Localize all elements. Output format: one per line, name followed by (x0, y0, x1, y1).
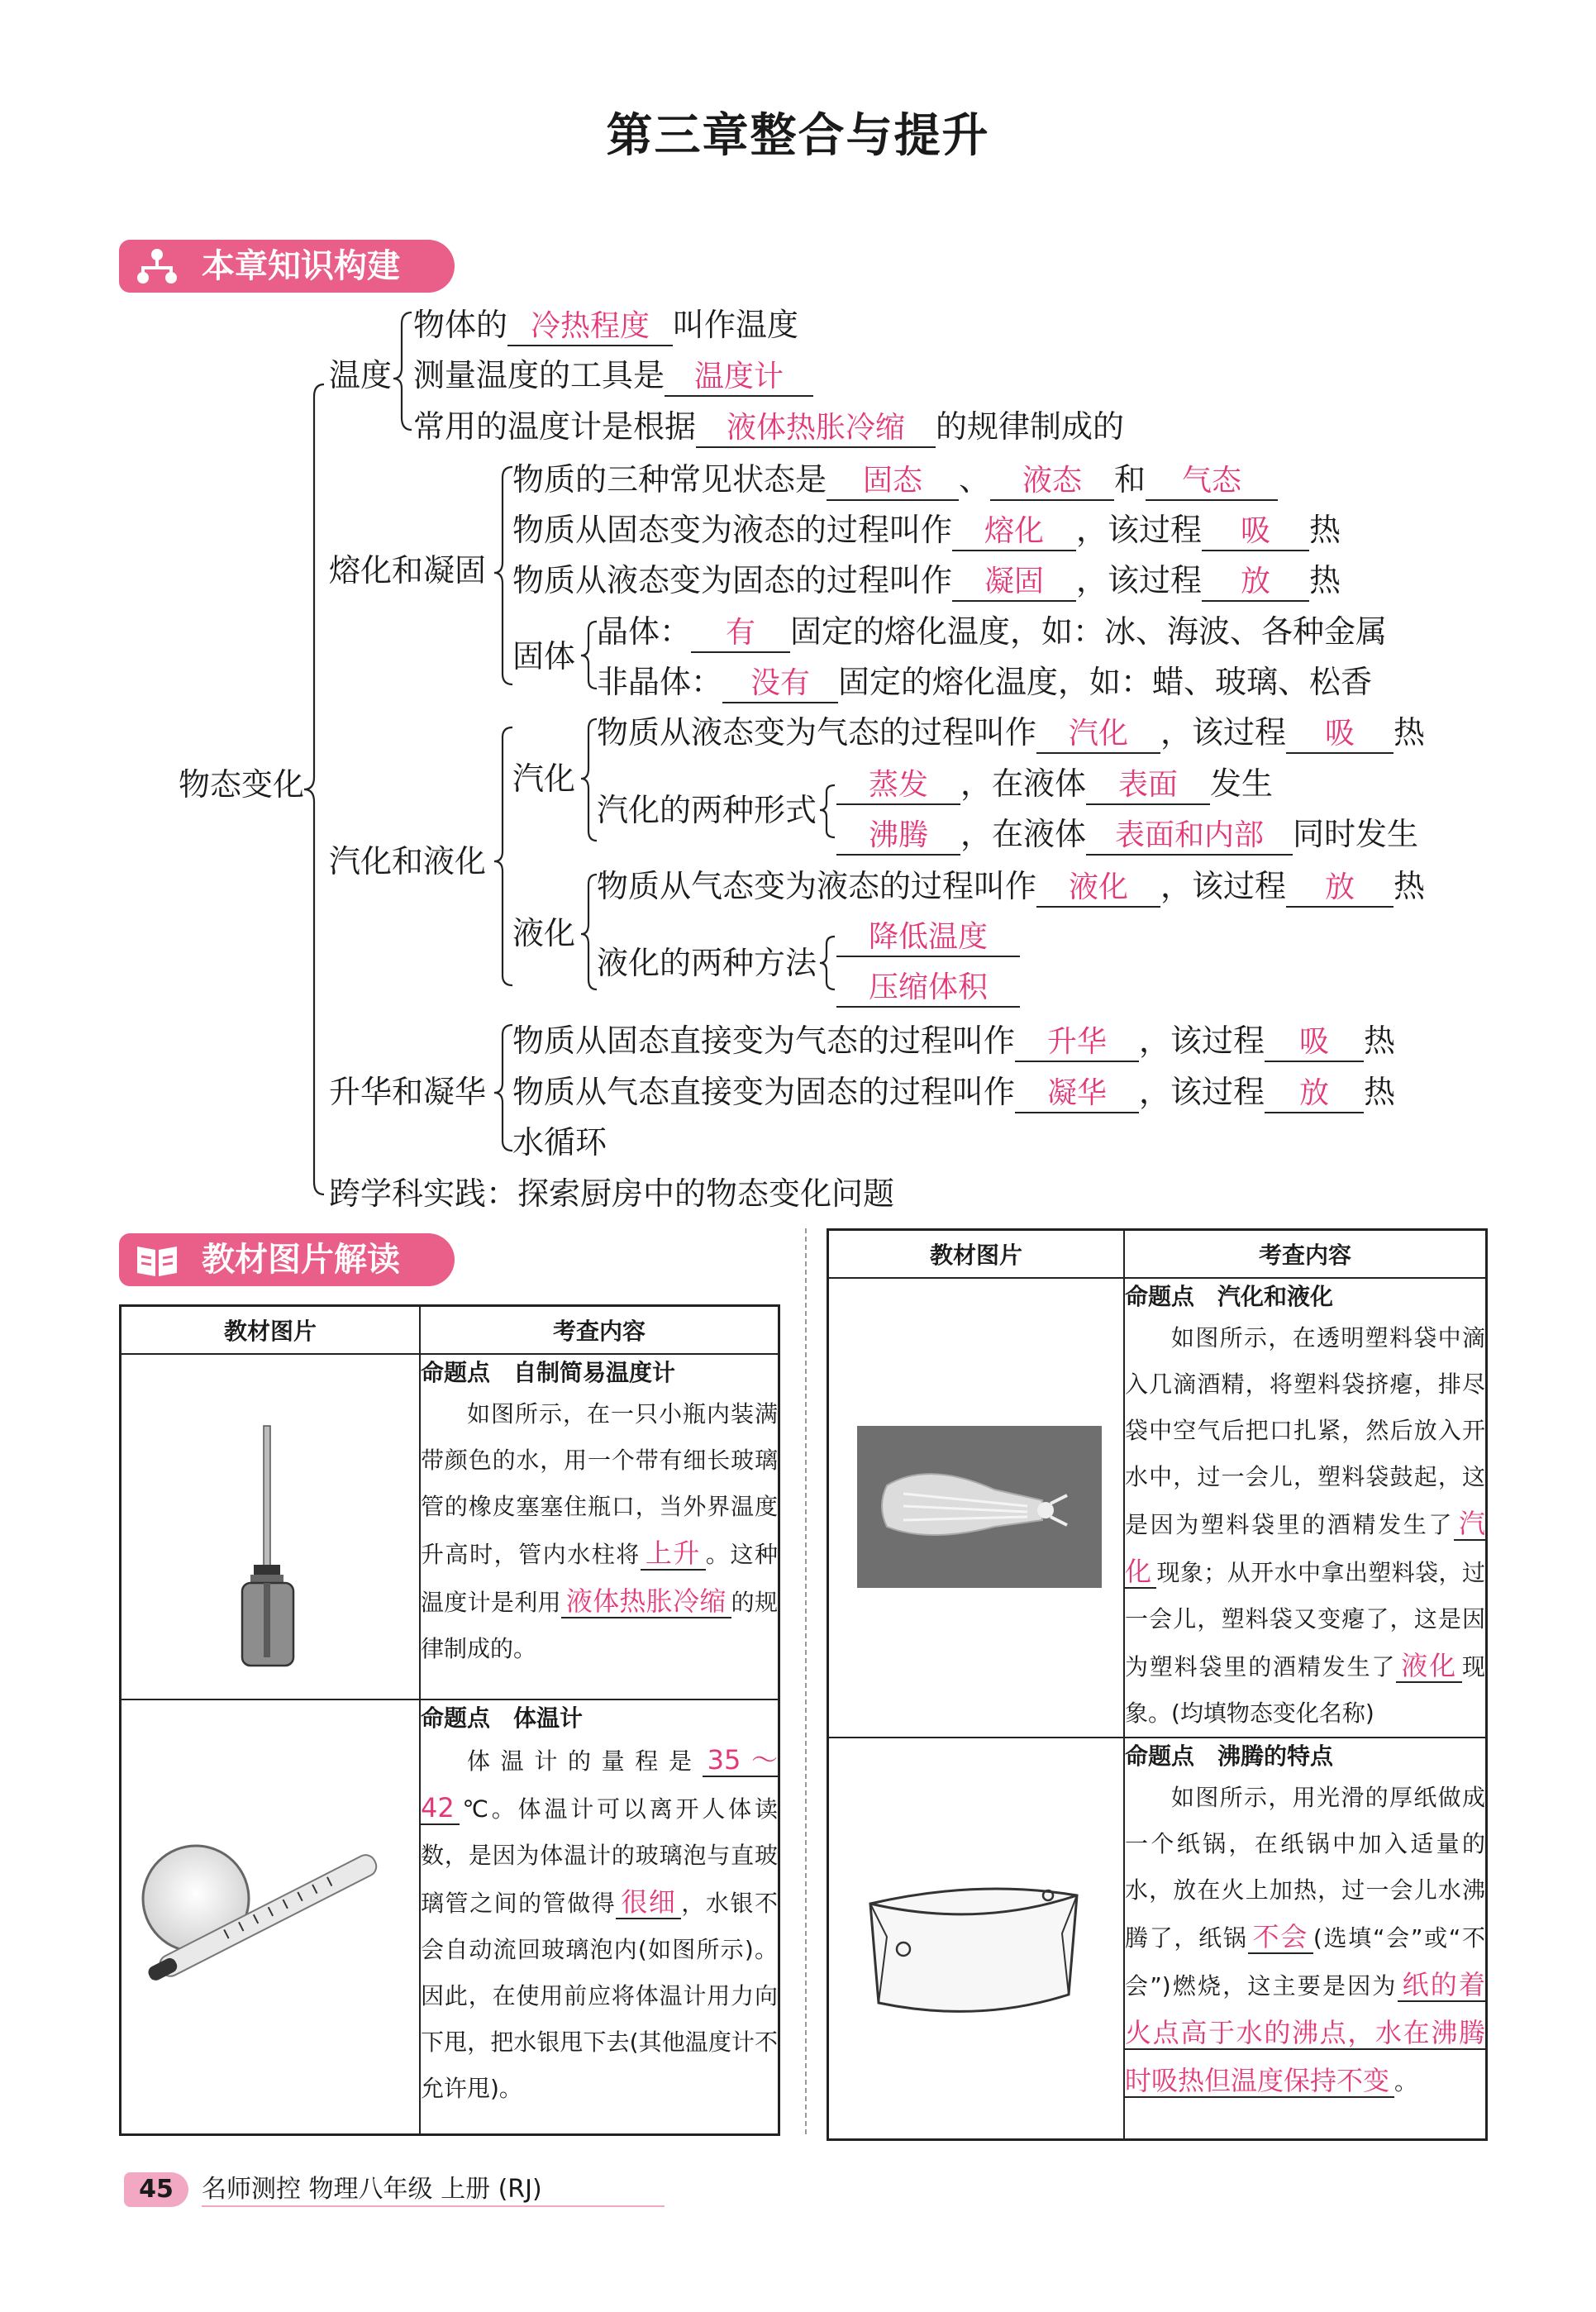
col-header-figure: 教材图片 (828, 1230, 1125, 1279)
card-title: 命题点 自制简易温度计 (421, 1359, 676, 1386)
footer-rule (202, 2205, 665, 2207)
shenghua-line1: 物质从固态直接变为气态的过程叫作 升华 ，该过程 吸 热 (512, 1021, 1395, 1062)
figure-cell-thermometer-bottle (121, 1354, 421, 1699)
paper-pot-image (829, 1738, 1120, 2135)
figure-cell-paper-pot (828, 1738, 1125, 2140)
footer-text: 名师测控 物理八年级 上册 (RJ) (202, 2175, 542, 2204)
section-title: 本章知识构建 (202, 247, 400, 285)
shenghua-line3: 水循环 (512, 1124, 607, 1161)
node-ronghua: 熔化和凝固 (329, 552, 487, 589)
figure-cell-plastic-bag (828, 1278, 1125, 1738)
node-shenghua: 升华和凝华 (329, 1074, 487, 1110)
figures-table-left (119, 1304, 780, 2136)
card-title: 命题点 沸腾的特点 (1125, 1742, 1334, 1770)
col-header-figure: 教材图片 (121, 1306, 421, 1355)
node-yehua: 液化 (512, 915, 576, 951)
section-banner-figures (119, 1233, 455, 1286)
yehua-line1: 物质从气态变为液态的过程叫作 液化 ，该过程 放 热 (597, 866, 1425, 908)
ronghua-line2: 物质从固态变为液态的过程叫作 熔化 ，该过程 吸 热 (512, 510, 1341, 551)
content-cell-thermometer: 命题点 自制简易温度计 如图所示，在一只小瓶内装满带颜色的水，用一个带有细长玻璃管的橡皮塞塞住瓶口，当外界温度升高时，管内水柱将 上升 。这种温度计是利用 液体热胀冷缩 的规律制成的。 (420, 1354, 779, 1699)
tree-root: 物态变化 (179, 766, 305, 803)
node-wendu: 温度 (329, 357, 393, 393)
content-cell-plastic-bag: 命题点 汽化和液化 如图所示，在透明塑料袋中滴入几滴酒精，将塑料袋挤瘪，排尽袋中空气后把口扎紧，然后放入开水中，过一会儿，塑料袋鼓起，这是因为塑料袋里的酒精发生了 汽化 现象；从开水中拿出塑料袋，过一会儿，塑料袋又变瘪了，这是因为塑料袋里的酒精发生了 液化 现象。(均填物态变化名称) (1124, 1278, 1487, 1738)
kuaxueke-line: 跨学科实践：探索厨房中的物态变化问题 (329, 1175, 895, 1212)
wendu-line3: 常用的温度计是根据 液体热胀冷缩 的规律制成的 (413, 407, 1124, 448)
node-qihua: 汽化 (512, 760, 576, 797)
figure-cell-clinical-thermometer (121, 1699, 421, 2135)
qihua-line1: 物质从液态变为气态的过程叫作 汽化 ，该过程 吸 热 (597, 713, 1425, 754)
page-title: 第三章整合与提升 (606, 108, 990, 163)
figures-table-right (827, 1228, 1488, 2141)
content-cell-clinical: 命题点 体温计 体温计的量程是 35～42 ℃。体温计可以离开人体读数，是因为体温计的玻璃泡与直玻璃管之间的管做得 很细 ，水银不会自动流回玻璃泡内(如图所示)。因此，在使用前应将体温计用力向下甩，把水银甩下去(其他温度计不允许甩)。 (420, 1699, 779, 2135)
card-title: 命题点 体温计 (421, 1704, 584, 1732)
bottle-thermometer-image (121, 1355, 416, 1695)
page-number: 45 (124, 2172, 188, 2207)
col-header-content: 考查内容 (1124, 1230, 1487, 1279)
content-cell-paper-pot: 命题点 沸腾的特点 如图所示，用光滑的厚纸做成一个纸锅，在纸锅中加入适量的水，放在火上加热，过一会儿水沸腾了，纸锅 不会 (选填“会”或“不会”)燃烧，这主要是因为 纸的着火点高于水的沸点，水在沸腾时吸热但温度保持不变 。 (1124, 1738, 1487, 2140)
node-qihua-yehua: 汽化和液化 (329, 843, 487, 880)
column-divider (805, 1228, 807, 2134)
method-1: 降低温度 (836, 916, 1020, 957)
book-icon (134, 1240, 180, 1280)
col-header-content: 考查内容 (420, 1306, 779, 1355)
qihua-forms: 汽化的两种形式 (597, 792, 817, 828)
card-title: 命题点 汽化和液化 (1125, 1283, 1334, 1310)
wendu-line1: 物体的 冷热程度 叫作温度 (413, 305, 798, 346)
ronghua-line3: 物质从液态变为固态的过程叫作 凝固 ，该过程 放 热 (512, 560, 1341, 602)
wendu-line2: 测量温度的工具是 温度计 (413, 355, 813, 397)
form-feiteng: 沸腾 ，在液体 表面和内部 同时发生 (836, 814, 1418, 856)
yehua-methods: 液化的两种方法 (597, 945, 817, 981)
plastic-bag-image (829, 1279, 1120, 1717)
shenghua-line2: 物质从气态直接变为固态的过程叫作 凝华 ，该过程 放 热 (512, 1072, 1395, 1113)
feijingti-line: 非晶体： 没有 固定的熔化温度，如：蜡、玻璃、松香 (597, 662, 1372, 703)
ronghua-line1: 物质的三种常见状态是 固态 、 液态 和 气态 (512, 460, 1278, 501)
clinical-thermometer-image (121, 1700, 416, 2130)
node-guti: 固体 (512, 638, 576, 675)
section-title: 教材图片解读 (202, 1241, 400, 1279)
jingti-line: 晶体： 有 固定的熔化温度，如：冰、海波、各种金属 (597, 612, 1387, 653)
form-zhengfa: 蒸发 ，在液体 表面 发生 (836, 764, 1273, 805)
method-2: 压缩体积 (836, 966, 1020, 1008)
